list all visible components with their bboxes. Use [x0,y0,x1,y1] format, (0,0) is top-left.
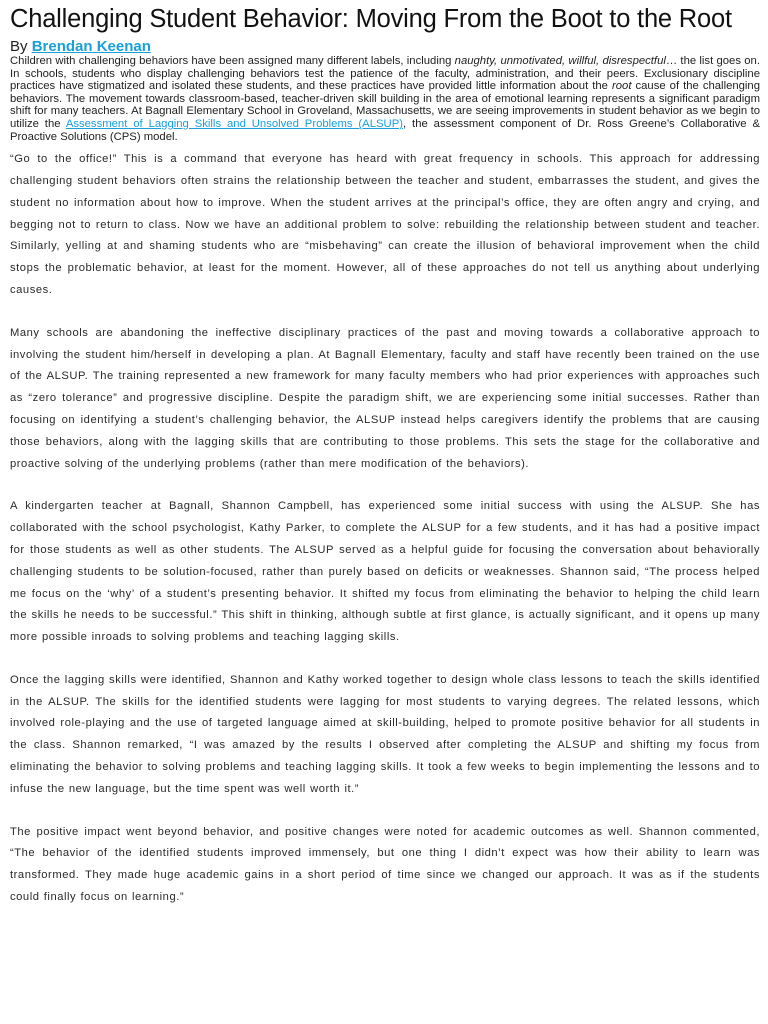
paragraph-gap [10,302,760,323]
intro-text-4: , the assessment component of Dr. Ross Greene’s Collaborative & Proactive Solutions (CPS) model. [10,117,760,143]
intro-text-3: cause of the challenging behaviors. The movement towards classroom-based, teacher-driven skill building in the area of emotional learning represents a significant paradigm shift for many teachers. At Bagnall Elementary School in Groveland, Massachusetts, we are seeing improvements in student behavior as we begin to utilize the [10,80,761,130]
intro-italic-root: root [612,80,632,93]
body-paragraph-3: A kindergarten teacher at Bagnall, Shannon Campbell, has experienced some initial success with using the ALSUP. She has collaborated with the school psychologist, Kathy Parker, to complete the ALSUP for a few students, and it has had a positive impact for those students as well as other students. The ALSUP served as a helpful guide for focusing the conversation about behaviorally challenging students to be solution-focused, rather than purely based on deficits or weaknesses. Shannon said, “The process helped me focus on the ‘why’ of a student’s presenting behavior. It shifted my focus from eliminating the behavior to helping the child learn the skills he needs to be successful.” This shift in thinking, although subtle at first glance, is actually significant, and it opens up many more possible inroads to solving problems and teaching lagging skills. [10,500,760,644]
paragraph-gap [10,649,760,670]
body-paragraph-4: Once the lagging skills were identified, Shannon and Kathy worked together to design whole class lessons to teach the skills identified in the ALSUP. The skills for the identified students were lagging for most students to varying degrees. The related lessons, which involved role-playing and the use of targeted language aimed at skill-building, helped to promote positive behavior for all students in the class. Shannon remarked, “I was amazed by the results I observed after completing the ALSUP and shifting my focus from eliminating the behavior to solving problems and teaching lagging skills. It took a few weeks to begin implementing the lessons and to infuse the new language, but the time spent was well worth it.” [10,673,760,795]
paragraph-gap [10,801,760,822]
intro-italic-labels: naughty, unmotivated, willful, disrespectful [454,55,666,67]
article-title: Challenging Student Behavior: Moving From the Boot to the Root [10,5,732,33]
alsup-link[interactable]: Assessment of Lagging Skills and Unsolved Problems (ALSUP) [65,117,403,130]
body-paragraph-5: The positive impact went beyond behavior, and positive changes were noted for academic outcomes as well. Shannon commented, “The behavior of the identified students improved immensely, but one thing I didn’t expect was how their ability to learn was transformed. They made huge academic gains in a short period of time since we changed our approach. It was as if the students could finally focus on learning.” [10,825,760,904]
body-paragraph-2: Many schools are abandoning the ineffective disciplinary practices of the past and moving towards a collaborative approach to involving the student him/herself in developing a plan. At Bagnall Elementary, faculty and staff have recently been trained on the use of the ALSUP. The training represented a new framework for many faculty members who had prior experiences with approaches such as “zero tolerance” and progressive discipline. Despite the paradigm shift, we are experiencing some initial successes. Rather than focusing on identifying a student’s challenging behavior, the ALSUP instead helps caregivers identify the problems that are causing those behaviors, along with the lagging skills that are contributing to those problems. This sets the stage for the collaborative and proactive solving of the underlying problems (rather than mere modification of the behaviors). [10,326,760,470]
intro-paragraph [10,55,760,143]
author-link[interactable]: Brendan Keenan [31,38,151,55]
intro-text-1: Children with challenging behaviors have been assigned many different labels, including [10,55,455,67]
body-paragraph-1: “Go to the office!” This is a command that everyone has heard with great frequency in schools. This approach for addressing challenging student behaviors often strains the relationship between the teacher and student, embarrasses the student, and gives the student no information about how to improve. When the student arrives at the principal’s office, they are often angry and crying, and begging not to return to class. Now we have an additional problem to solve: rebuilding the relationship between student and teacher. Similarly, yelling at and shaming students who are “misbehaving” can create the illusion of behavioral improvement when the child stops the problematic behavior, at least for the moment. However, all of these approaches do not tell us anything about underlying causes. [10,153,760,296]
by-label: By [10,38,28,55]
paragraph-gap [10,475,760,496]
article [10,0,760,909]
byline [10,38,760,55]
intro-text-2: … the list goes on. In schools, students who display challenging behaviors test the patience of the faculty, administration, and their peers. Exclusionary discipline practices have stigmatized and isolated these students, and these practices have provided little information about the [10,55,760,93]
